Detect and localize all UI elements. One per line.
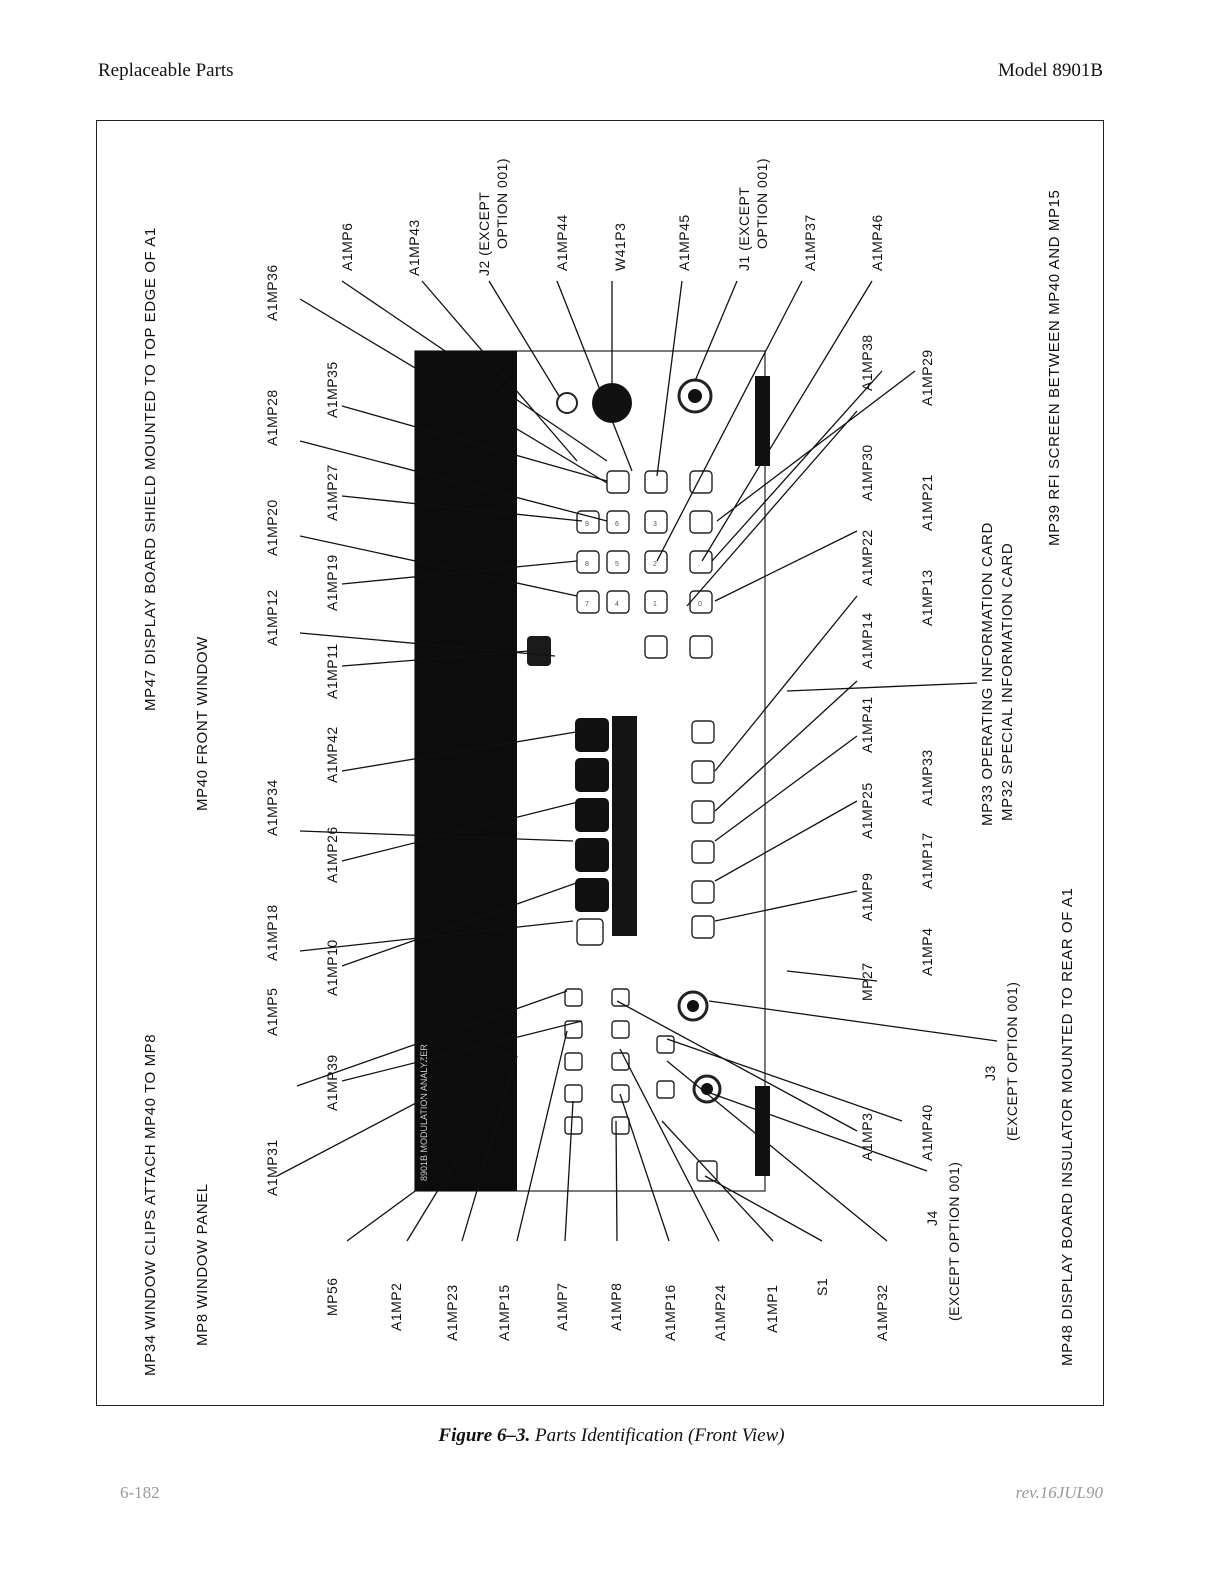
bottom-labels-row-a — [324, 1277, 890, 1341]
parts-identification-figure — [96, 120, 1104, 1406]
note-mp33: MP33 OPERATING INFORMATION CARD — [979, 522, 996, 826]
bottom-labels-row-c — [919, 349, 935, 1161]
label-j4-note: (EXCEPT OPTION 001) — [946, 1161, 962, 1321]
label-s1: S1 — [814, 1277, 830, 1296]
label-j1-line1: J1 (EXCEPT — [736, 186, 752, 271]
label-mp27: MP27 — [859, 962, 875, 1001]
note-mp8: MP8 WINDOW PANEL — [194, 1183, 211, 1346]
label-a1mp21: A1MP21 — [919, 474, 935, 531]
label-a1mp1: A1MP1 — [764, 1284, 780, 1333]
label-j4: J4 — [924, 1210, 940, 1226]
label-a1mp13: A1MP13 — [919, 569, 935, 626]
key-7: 7 — [585, 601, 589, 608]
note-mp32: MP32 SPECIAL INFORMATION CARD — [999, 542, 1016, 821]
label-j1-line2: OPTION 001) — [754, 157, 770, 249]
label-j3: J3 — [982, 1065, 998, 1081]
label-a1mp28: A1MP28 — [264, 389, 280, 446]
label-a1mp35: A1MP35 — [324, 361, 340, 418]
label-a1mp18: A1MP18 — [264, 904, 280, 961]
label-a1mp19: A1MP19 — [324, 554, 340, 611]
label-a1mp37: A1MP37 — [802, 214, 818, 271]
label-a1mp27: A1MP27 — [324, 464, 340, 521]
label-a1mp45: A1MP45 — [676, 214, 692, 271]
label-a1mp42: A1MP42 — [324, 726, 340, 783]
panel-brand: 8901B MODULATION ANALYZER — [419, 1044, 429, 1181]
note-mp48: MP48 DISPLAY BOARD INSULATOR MOUNTED TO REAR OF A1 — [1059, 887, 1076, 1366]
top-labels-row-a — [264, 264, 280, 1196]
footer-revision: rev.16JUL90 — [1015, 1483, 1103, 1502]
label-a1mp16: A1MP16 — [662, 1284, 678, 1341]
label-mp56: MP56 — [324, 1277, 340, 1316]
label-a1mp9: A1MP9 — [859, 872, 875, 921]
label-a1mp22: A1MP22 — [859, 529, 875, 586]
key-3: 3 — [653, 521, 657, 528]
header-model-number: Model 8901B — [997, 60, 1103, 81]
label-a1mp33: A1MP33 — [919, 749, 935, 806]
label-a1mp5: A1MP5 — [264, 987, 280, 1036]
label-a1mp2: A1MP2 — [388, 1282, 404, 1331]
label-a1mp7: A1MP7 — [554, 1282, 570, 1331]
label-a1mp31: A1MP31 — [264, 1139, 280, 1196]
note-mp47: MP47 DISPLAY BOARD SHIELD MOUNTED TO TOP EDGE OF A1 — [142, 227, 159, 711]
label-a1mp15: A1MP15 — [496, 1284, 512, 1341]
figure-title: Parts Identification (Front View) — [535, 1425, 785, 1446]
figure-number: Figure 6–3. — [438, 1425, 531, 1446]
label-a1mp23: A1MP23 — [444, 1284, 460, 1341]
key-9: 9 — [585, 521, 589, 528]
label-a1mp41: A1MP41 — [859, 696, 875, 753]
label-a1mp12: A1MP12 — [264, 589, 280, 646]
label-a1mp40: A1MP40 — [919, 1104, 935, 1161]
label-a1mp46: A1MP46 — [869, 214, 885, 271]
label-a1mp3: A1MP3 — [859, 1112, 875, 1161]
bottom-labels-row-b — [859, 334, 875, 1161]
figure-caption — [0, 1425, 1223, 1447]
label-a1mp25: A1MP25 — [859, 782, 875, 839]
label-a1mp8: A1MP8 — [608, 1282, 624, 1331]
note-mp39: MP39 RFI SCREEN BETWEEN MP40 AND MP15 — [1046, 189, 1063, 546]
key-1: 1 — [653, 601, 657, 608]
key-0: 0 — [698, 601, 702, 608]
label-a1mp17: A1MP17 — [919, 832, 935, 889]
label-a1mp36: A1MP36 — [264, 264, 280, 321]
key-decimal: . — [698, 561, 700, 568]
label-a1mp26: A1MP26 — [324, 826, 340, 883]
label-a1mp39: A1MP39 — [324, 1054, 340, 1111]
key-8: 8 — [585, 561, 589, 568]
label-a1mp34: A1MP34 — [264, 779, 280, 836]
label-a1mp32: A1MP32 — [874, 1284, 890, 1341]
label-a1mp30: A1MP30 — [859, 444, 875, 501]
label-a1mp11: A1MP11 — [324, 643, 340, 699]
header-section-title: Replaceable Parts — [98, 60, 234, 81]
label-j3-note: (EXCEPT OPTION 001) — [1004, 981, 1020, 1141]
label-a1mp20: A1MP20 — [264, 499, 280, 556]
note-mp34: MP34 WINDOW CLIPS ATTACH MP40 TO MP8 — [142, 1033, 159, 1376]
label-a1mp6: A1MP6 — [339, 222, 355, 271]
label-j2-line1: J2 (EXCEPT — [476, 191, 492, 276]
key-4: 4 — [615, 601, 619, 608]
label-a1mp4: A1MP4 — [919, 927, 935, 976]
key-6: 6 — [615, 521, 619, 528]
label-a1mp24: A1MP24 — [712, 1284, 728, 1341]
note-mp40: MP40 FRONT WINDOW — [194, 636, 211, 811]
label-j2-line2: OPTION 001) — [494, 157, 510, 249]
label-a1mp43: A1MP43 — [406, 219, 422, 276]
label-a1mp14: A1MP14 — [859, 612, 875, 669]
footer-page-number: 6-182 — [120, 1483, 160, 1502]
key-5: 5 — [615, 561, 619, 568]
label-a1mp38: A1MP38 — [859, 334, 875, 391]
label-w41p3: W41P3 — [612, 222, 628, 271]
label-a1mp29: A1MP29 — [919, 349, 935, 406]
key-2: 2 — [653, 561, 657, 568]
label-a1mp44: A1MP44 — [554, 214, 570, 271]
label-a1mp10: A1MP10 — [324, 939, 340, 996]
